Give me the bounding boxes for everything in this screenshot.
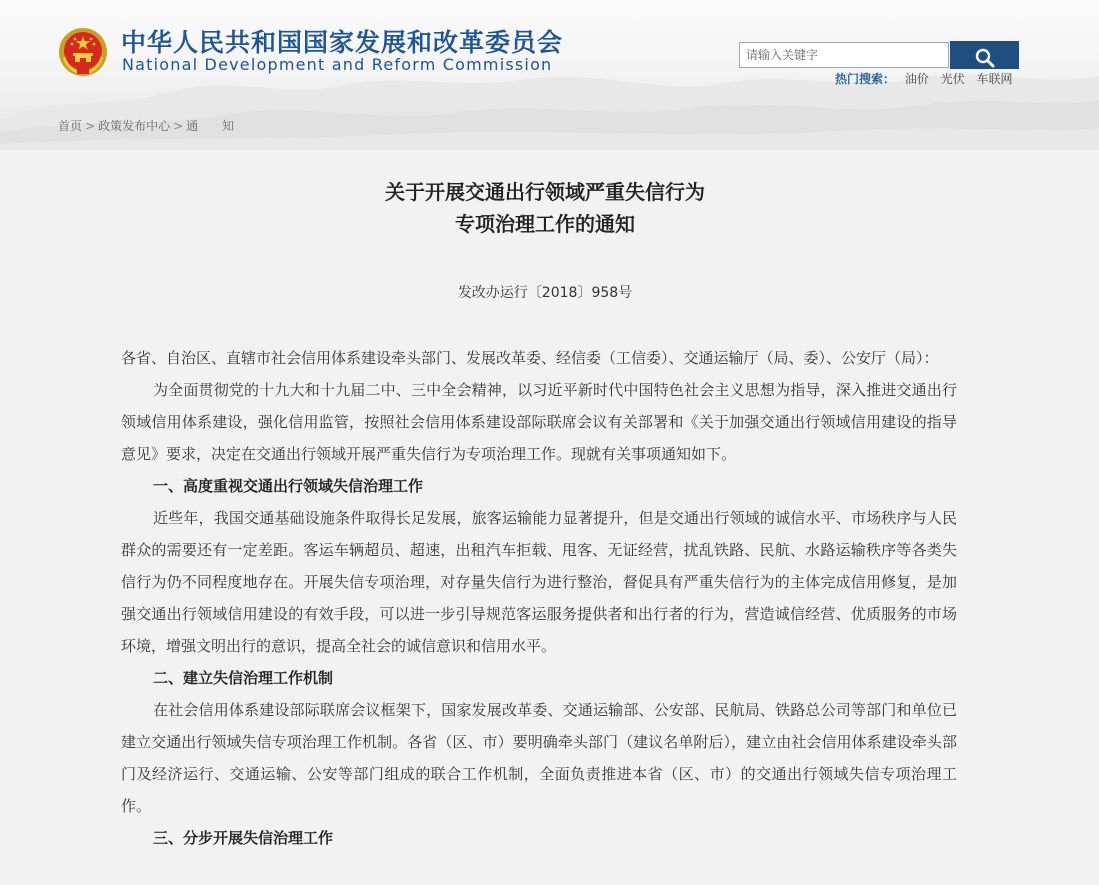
section-heading: 三、分步开展失信治理工作 bbox=[153, 829, 334, 847]
org-name-cn: 中华人民共和国国家发展和改革委员会 bbox=[121, 28, 564, 57]
hot-search-item[interactable]: 车联网 bbox=[976, 72, 1013, 86]
article-body bbox=[121, 342, 957, 854]
breadcrumb-home[interactable]: 首页 bbox=[58, 119, 83, 133]
section-heading: 二、建立失信治理工作机制 bbox=[153, 669, 334, 687]
article-paragraph: 为全面贯彻党的十九大和十九届二中、三中全会精神，以习近平新时代中国特色社会主义思想为指导，深入推进交通出行领域信用体系建设，强化信用监管，按照社会信用体系建设部际联席会议有关部署和《关于加强交通出行领域信用建设的指导意见》要求，决定在交通出行领域开展严重失信行为专项治理工作。现就有关事项通知如下。 bbox=[121, 381, 957, 463]
search-icon bbox=[975, 48, 995, 68]
hot-search-item[interactable]: 油价 bbox=[904, 72, 929, 86]
search-button[interactable] bbox=[950, 41, 1019, 69]
hot-search bbox=[835, 71, 1021, 87]
article-title bbox=[200, 176, 890, 240]
org-name-en: National Development and Reform Commission bbox=[122, 55, 553, 74]
breadcrumb-separator: > bbox=[173, 119, 184, 133]
article-title-line: 关于开展交通出行领域严重失信行为 bbox=[385, 180, 705, 204]
article-title-line: 专项治理工作的通知 bbox=[455, 212, 635, 236]
article-paragraph: 近些年，我国交通基础设施条件取得长足发展，旅客运输能力显著提升，但是交通出行领域的诚信水平、市场秩序与人民群众的需要还有一定差距。客运车辆超员、超速，出租汽车拒载、甩客、无证经营，扰乱铁路、民航、水路运输秩序等各类失信行为仍不同程度地存在。开展失信专项治理，对存量失信行为进行整治，督促具有严重失信行为的主体完成信用修复，是加强交通出行领域信用建设的有效手段，可以进一步引导规范客运服务提供者和出行者的行为，营造诚信经营、优质服务的市场环境，增强文明出行的意识，提高全社会的诚信意识和信用水平。 bbox=[121, 509, 957, 655]
breadcrumb-policy-center[interactable]: 政策发布中心 bbox=[98, 119, 171, 133]
document-number: 发改办运行〔2018〕958号 bbox=[457, 285, 633, 301]
article-paragraph: 在社会信用体系建设部际联席会议框架下，国家发展改革委、交通运输部、公安部、民航局、铁路总公司等部门和单位已建立交通出行领域失信专项治理工作机制。各省（区、市）要明确牵头部门（建议名单附后），建立由社会信用体系建设牵头部门及经济运行、交通运输、公安等部门组成的联合工作机制，全面负责推进本省（区、市）的交通出行领域失信专项治理工作。 bbox=[121, 701, 957, 815]
national-emblem-icon bbox=[58, 27, 108, 77]
breadcrumb bbox=[58, 118, 234, 134]
breadcrumb-notice[interactable]: 通 知 bbox=[186, 119, 235, 133]
section-heading: 一、高度重视交通出行领域失信治理工作 bbox=[153, 477, 424, 495]
search-input[interactable] bbox=[739, 42, 949, 68]
hot-search-item[interactable]: 光伏 bbox=[940, 72, 965, 86]
hot-search-label: 热门搜索： bbox=[835, 72, 896, 86]
breadcrumb-separator: > bbox=[85, 119, 96, 133]
site-header bbox=[0, 0, 1099, 150]
article-paragraph: 各省、自治区、直辖市社会信用体系建设牵头部门、发展改革委、经信委（工信委）、交通运输厅（局、委）、公安厅（局）： bbox=[121, 349, 939, 367]
